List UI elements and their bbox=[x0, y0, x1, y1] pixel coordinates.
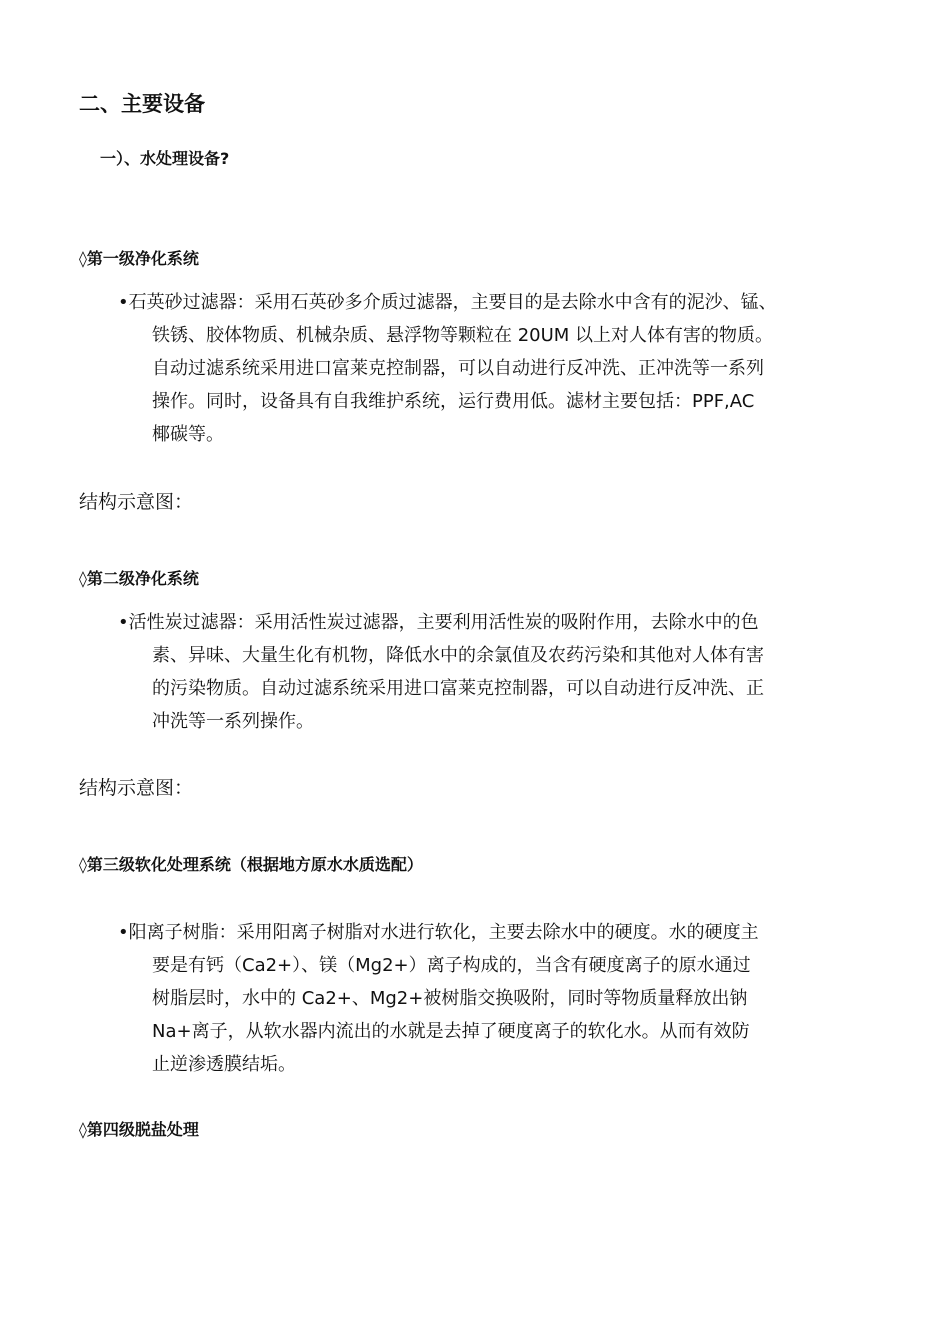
paragraph-cation-resin bbox=[118, 916, 858, 1081]
paragraph-line: 操作。同时，设备具有自我维护系统，运行费用低。滤材主要包括：PPF,AC bbox=[152, 391, 755, 412]
section-title: 二、主要设备 bbox=[79, 92, 205, 116]
paragraph-line: 椰碳等。 bbox=[152, 424, 224, 445]
paragraph-line: •石英砂过滤器：采用石英砂多介质过滤器，主要目的是去除水中含有的泥沙、锰、 bbox=[118, 292, 777, 313]
paragraph-activated-carbon-filter bbox=[118, 606, 858, 738]
paragraph-line: 要是有钙（Ca2+）、镁（Mg2+）离子构成的，当含有硬度离子的原水通过 bbox=[152, 955, 751, 976]
paragraph-line: 自动过滤系统采用进口富莱克控制器，可以自动进行反冲洗、正冲洗等一系列 bbox=[152, 358, 764, 379]
structure-diagram-label: 结构示意图： bbox=[79, 491, 194, 513]
structure-diagram-label: 结构示意图： bbox=[79, 777, 194, 799]
paragraph-line: 的污染物质。自动过滤系统采用进口富莱克控制器，可以自动进行反冲洗、正 bbox=[152, 678, 764, 699]
paragraph-line: •活性炭过滤器：采用活性炭过滤器，主要利用活性炭的吸附作用，去除水中的色 bbox=[118, 612, 759, 633]
paragraph-line: Na+离子，从软水器内流出的水就是去掉了硬度离子的软化水。从而有效防 bbox=[152, 1021, 750, 1042]
paragraph-line: 止逆渗透膜结垢。 bbox=[152, 1054, 296, 1075]
paragraph-line: •阳离子树脂：采用阳离子树脂对水进行软化，主要去除水中的硬度。水的硬度主 bbox=[118, 922, 759, 943]
heading-stage-1: ◊第一级净化系统 bbox=[79, 249, 199, 268]
paragraph-line: 铁锈、胶体物质、机械杂质、悬浮物等颗粒在 20UM 以上对人体有害的物质。 bbox=[152, 325, 774, 346]
paragraph-quartz-sand-filter bbox=[118, 286, 858, 451]
heading-stage-4: ◊第四级脱盐处理 bbox=[79, 1120, 199, 1139]
heading-stage-3: ◊第三级软化处理系统（根据地方原水水质选配） bbox=[79, 855, 423, 874]
paragraph-line: 素、异味、大量生化有机物，降低水中的余氯值及农药污染和其他对人体有害 bbox=[152, 645, 764, 666]
heading-stage-2: ◊第二级净化系统 bbox=[79, 569, 199, 588]
paragraph-line: 树脂层时，水中的 Ca2+、Mg2+被树脂交换吸附，同时等物质量释放出钠 bbox=[152, 988, 748, 1009]
subsection-title: 一）、水处理设备? bbox=[100, 149, 230, 168]
paragraph-line: 冲洗等一系列操作。 bbox=[152, 711, 314, 732]
